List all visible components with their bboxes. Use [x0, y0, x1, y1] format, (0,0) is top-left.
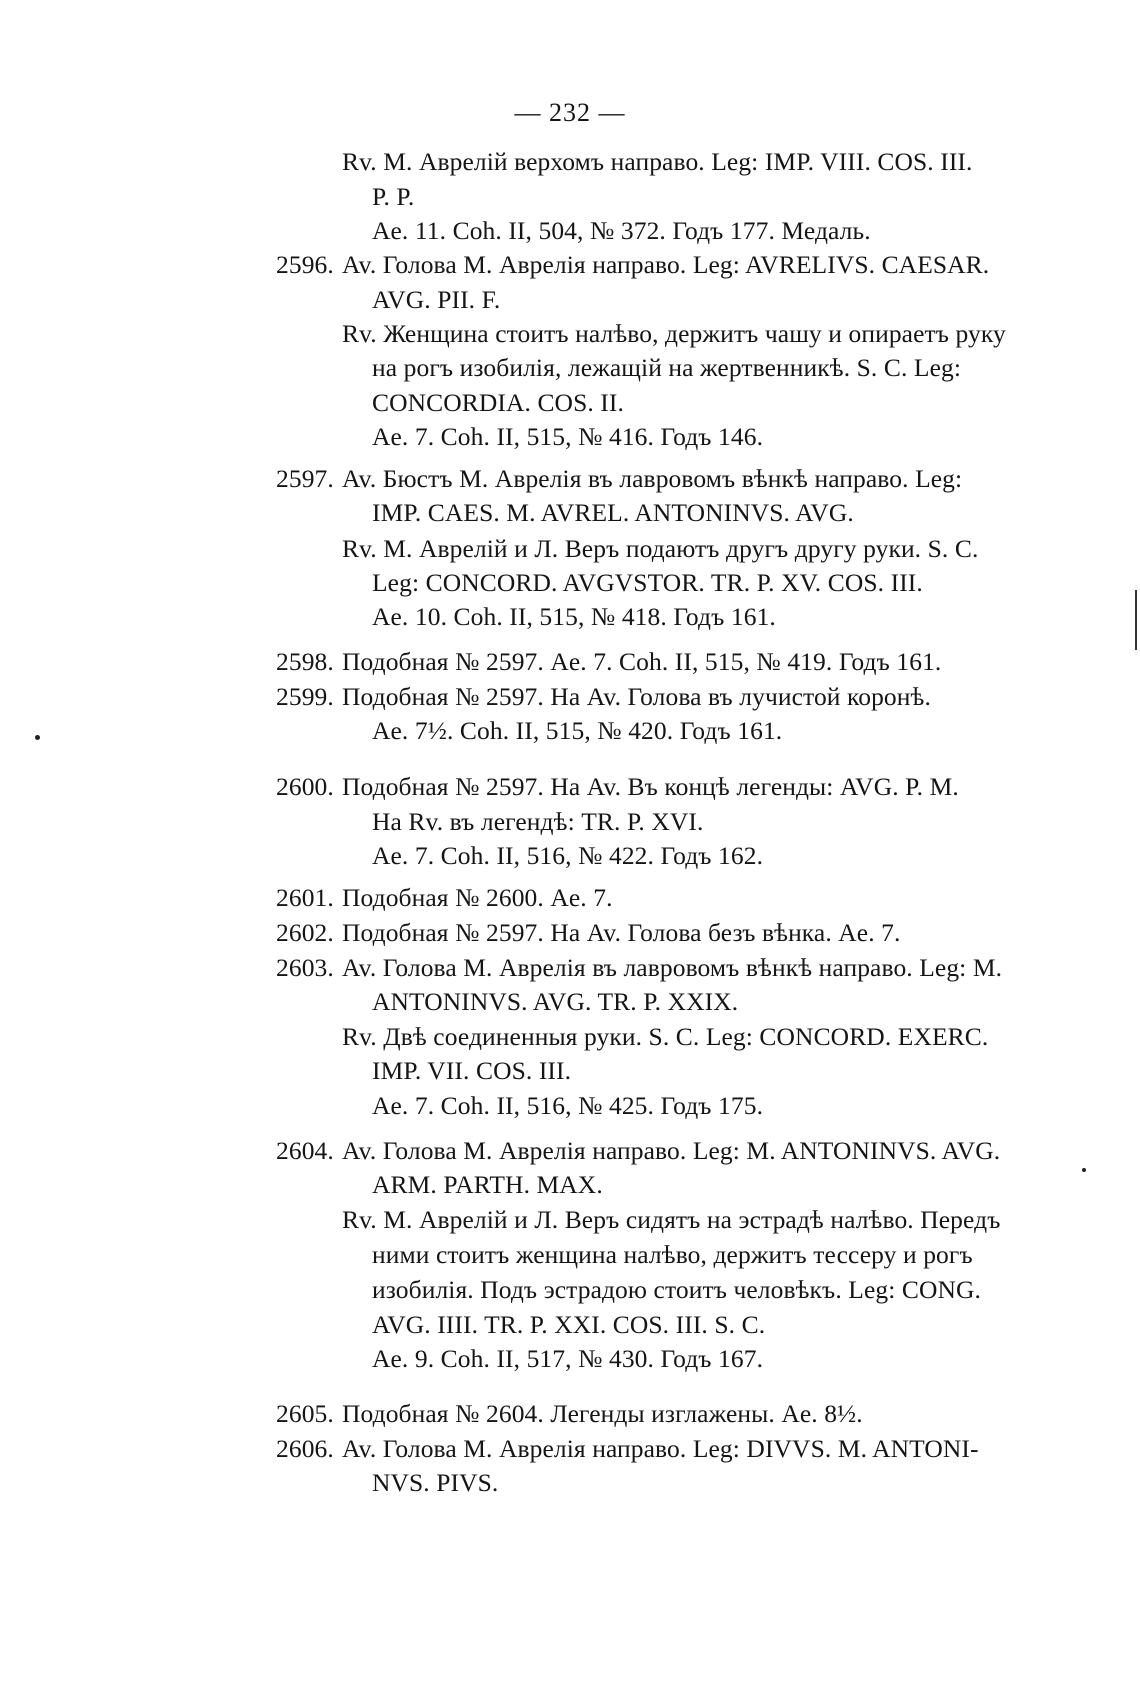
entry-text: Av. Голова М. Аврелія направо. Leg: M. ANTONINVS. AVG.	[342, 1136, 1001, 1165]
page-number: — 232 —	[514, 98, 626, 127]
entry-number: 2601.	[276, 883, 334, 912]
entry-text: Av. Бюстъ М. Аврелія въ лавровомъ вѣнкѣ направо. Leg:	[342, 464, 963, 493]
text-line: Leg: CONCORD. AVGVSTOR. TR. P. XV. COS. III.	[372, 568, 923, 597]
scan-speck	[35, 735, 40, 740]
entry-number: 2599.	[276, 682, 334, 711]
catalog-entry-line	[276, 680, 931, 714]
catalog-entry-line	[276, 1397, 863, 1431]
entry-text: Av. Голова М. Аврелія направо. Leg: AVRELIVS. CAESAR.	[342, 250, 990, 279]
text-line: Ae. 11. Coh. II, 504, № 372. Годъ 177. Медаль.	[372, 216, 871, 245]
text-line: P. P.	[372, 182, 415, 211]
text-line: AVG. IIII. TR. P. XXI. COS. III. S. C.	[372, 1310, 766, 1339]
catalog-entry-line	[276, 462, 962, 496]
text-line: Ae. 10. Coh. II, 515, № 418. Годъ 161.	[372, 602, 776, 631]
catalog-entry-line	[276, 770, 959, 804]
entry-text: Подобная № 2604. Легенды изглажены. Ae. 8½.	[342, 1399, 863, 1428]
text-line: ними стоитъ женщина налѣво, держитъ тессеру и рогъ	[372, 1240, 973, 1269]
text-line: AVG. PII. F.	[372, 285, 501, 314]
entry-number: 2598.	[276, 647, 334, 676]
entry-number: 2604.	[276, 1136, 334, 1165]
entry-text: Подобная № 2597. На Av. Голова безъ вѣнка. Ae. 7.	[342, 918, 901, 947]
entry-text: Подобная № 2600. Ae. 7.	[342, 883, 613, 912]
text-line: Ae. 7. Coh. II, 515, № 416. Годъ 146.	[372, 422, 764, 451]
catalog-entry-line	[276, 916, 901, 950]
entry-text: Подобная № 2597. Ae. 7. Coh. II, 515, № 419. Годъ 161.	[342, 647, 942, 676]
scan-edge-mark	[1135, 590, 1137, 650]
catalog-entry-line	[276, 248, 989, 282]
catalog-entry-line	[276, 881, 613, 915]
entry-text: Подобная № 2597. На Av. Въ концѣ легенды: AVG. P. M.	[342, 772, 959, 801]
entry-number: 2606.	[276, 1434, 334, 1463]
catalog-entry-line	[276, 1432, 979, 1466]
text-line: Ae. 7. Coh. II, 516, № 422. Годъ 162.	[372, 841, 764, 870]
text-line: Ae. 7. Coh. II, 516, № 425. Годъ 175.	[372, 1091, 764, 1120]
text-line: NVS. PIVS.	[372, 1468, 499, 1497]
text-line: На Rv. въ легендѣ: TR. P. XVI.	[372, 807, 704, 836]
text-line: CONCORDIA. COS. II.	[372, 388, 624, 417]
text-line: изобилія. Подъ эстрадою стоитъ человѣкъ. Leg: CONG.	[372, 1275, 982, 1304]
scan-speck	[1082, 1168, 1086, 1172]
entry-text: Av. Голова М. Аврелія въ лавровомъ вѣнкѣ направо. Leg: M.	[342, 953, 1003, 982]
text-line: Rv. Женщина стоитъ налѣво, держитъ чашу и опираетъ руку	[342, 319, 1006, 348]
text-line: Ae. 9. Coh. II, 517, № 430. Годъ 167.	[372, 1344, 764, 1373]
text-line: Ae. 7½. Coh. II, 515, № 420. Годъ 161.	[372, 716, 783, 745]
entry-number: 2600.	[276, 772, 334, 801]
entry-number: 2602.	[276, 918, 334, 947]
entry-number: 2605.	[276, 1399, 334, 1428]
text-line: Rv. Двѣ соединенныя руки. S. C. Leg: CONCORD. EXERC.	[342, 1022, 989, 1051]
entry-text: Подобная № 2597. На Av. Голова въ лучистой коронѣ.	[342, 682, 931, 711]
text-line: ANTONINVS. AVG. TR. P. XXIX.	[372, 987, 739, 1016]
entry-number: 2597.	[276, 464, 334, 493]
entry-number: 2596.	[276, 250, 334, 279]
catalog-entry-line	[276, 951, 1002, 985]
text-line: IMP. CAES. M. AVREL. ANTONINVS. AVG.	[372, 498, 854, 527]
text-line: Rv. М. Аврелій и Л. Веръ подаютъ другъ другу руки. S. C.	[342, 534, 979, 563]
text-line: ARM. PARTH. MAX.	[372, 1170, 603, 1199]
entry-number: 2603.	[276, 953, 334, 982]
text-line: Rv. М. Аврелій и Л. Веръ сидятъ на эстрадѣ налѣво. Передъ	[342, 1205, 1001, 1234]
catalog-entry-line	[276, 1134, 1000, 1168]
entry-text: Av. Голова М. Аврелія направо. Leg: DIVVS. M. ANTONI-	[342, 1434, 979, 1463]
text-line: IMP. VII. COS. III.	[372, 1056, 572, 1085]
text-line: на рогъ изобилія, лежащій на жертвенникѣ. S. C. Leg:	[372, 353, 962, 382]
text-line: Rv. М. Аврелій верхомъ направо. Leg: IMP. VIII. COS. III.	[342, 147, 973, 176]
catalog-entry-line	[276, 645, 941, 679]
